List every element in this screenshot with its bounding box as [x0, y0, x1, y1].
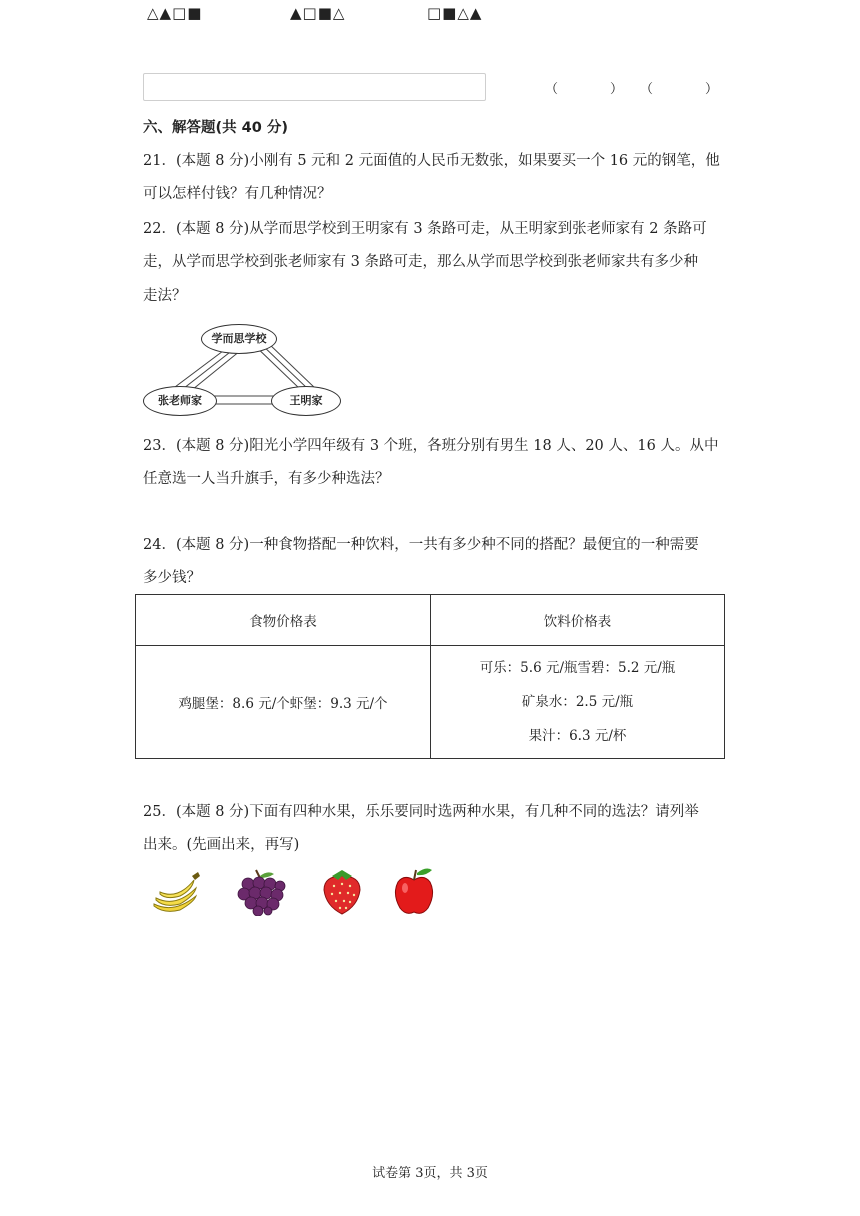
q23-line-2: 任意选一人当升旗手，有多少种选法？ [143, 471, 390, 487]
route-diagram [143, 320, 353, 416]
q21-line-2: 可以怎样付钱？有几种情况？ [143, 186, 332, 202]
q24-line-2: 多少钱？ [143, 570, 201, 586]
q22-line-3: 走法？ [143, 288, 187, 304]
q23-line-1: 23．(本题 8 分)阳光小学四年级有 3 个班，各班分别有男生 18 人、20 人、16 人。从中 [143, 438, 719, 454]
q21-line-1: 21．(本题 8 分)小刚有 5 元和 2 元面值的人民币无数张，如果要买一个 16 元的钢笔，他 [143, 153, 720, 169]
drink-table-header: 饮料价格表 [431, 595, 725, 646]
q25-line-2: 出来。(先画出来，再写) [143, 837, 300, 853]
teacher-home-node: 张老师家 [143, 386, 217, 416]
drink-price-line-2: 矿泉水：2.5 元/瓶 [521, 694, 634, 710]
sequence-group-2: ▲□■△ [290, 4, 346, 22]
wangming-home-node: 王明家 [271, 386, 341, 416]
food-table-header: 食物价格表 [136, 595, 431, 646]
apple-icon [390, 866, 442, 916]
answer-blank-2[interactable]: （ ） [640, 82, 719, 97]
grapes-icon [234, 866, 286, 916]
sequence-group-3: □■△▲ [427, 4, 483, 22]
drink-price-line-3: 果汁：6.3 元/杯 [528, 728, 627, 744]
price-table [135, 594, 725, 759]
q22-line-1: 22．(本题 8 分)从学而思学校到王明家有 3 条路可走，从王明家到张老师家有 2 条路可 [143, 221, 707, 237]
banana-icon [150, 866, 202, 916]
section-title: 六、解答题(共 40 分) [143, 120, 289, 136]
strawberry-icon [320, 866, 372, 916]
sequence-box [143, 73, 486, 101]
q25-line-1: 25．(本题 8 分)下面有四种水果，乐乐要同时选两种水果，有几种不同的选法？请列举 [143, 804, 699, 820]
q22-line-2: 走，从学而思学校到张老师家有 3 条路可走，那么从学而思学校到张老师家共有多少种 [143, 254, 698, 270]
drink-price-line-1: 可乐：5.6 元/瓶雪碧：5.2 元/瓶 [479, 660, 676, 676]
drink-prices-cell [431, 646, 725, 759]
page-footer: 试卷第 3页，共 3页 [372, 1166, 488, 1181]
sequence-group-1: △▲□■ [147, 4, 203, 22]
school-node: 学而思学校 [201, 324, 277, 354]
food-prices: 鸡腿堡：8.6 元/个虾堡：9.3 元/个 [136, 646, 431, 759]
answer-blank-1[interactable]: （ ） [545, 82, 624, 97]
q24-line-1: 24．(本题 8 分)一种食物搭配一种饮料，一共有多少种不同的搭配？最便宜的一种需要 [143, 537, 699, 553]
